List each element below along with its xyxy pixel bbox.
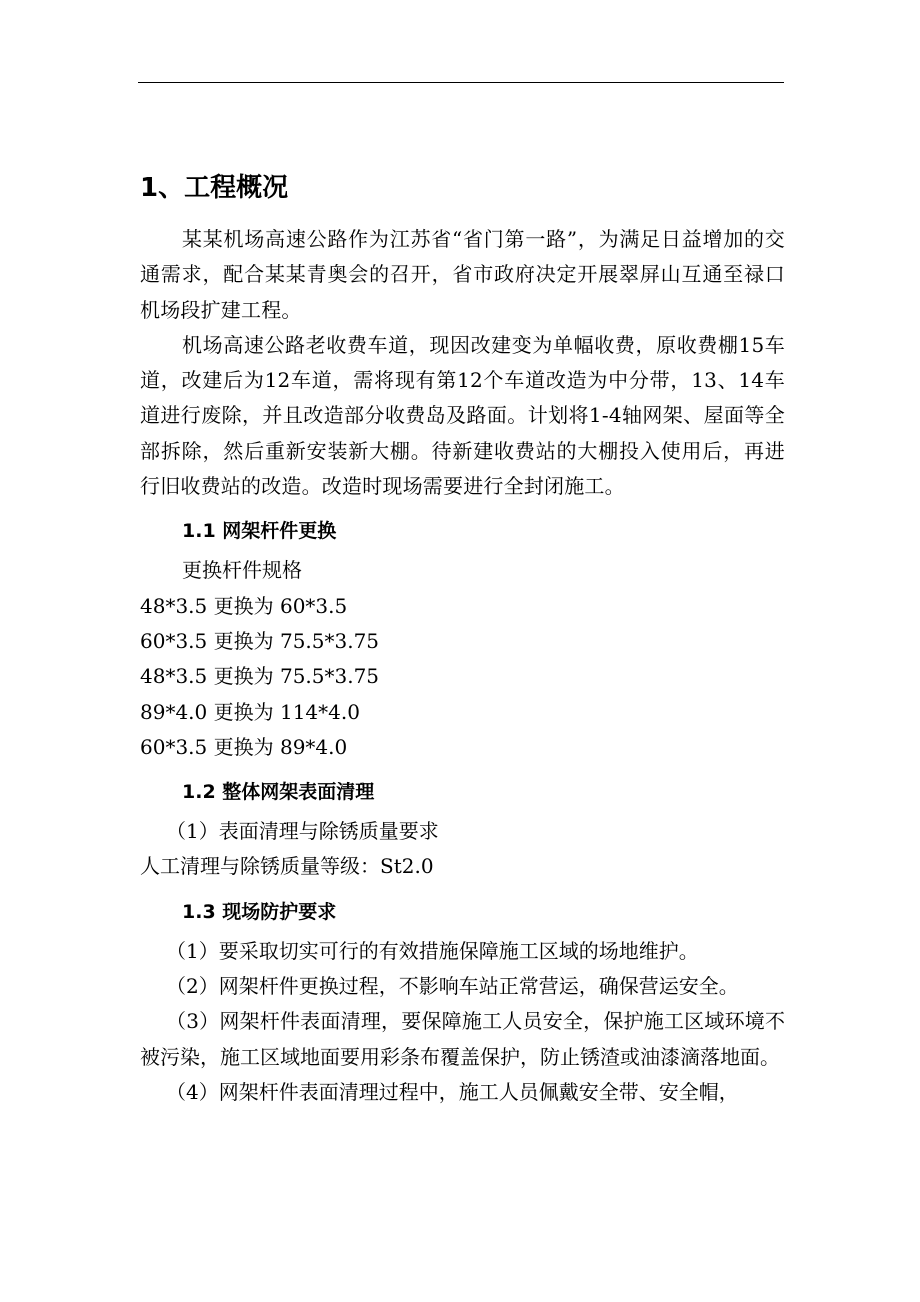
section-1-paragraph-1: 某某机场高速公路作为江苏省“省门第一路”，为满足日益增加的交通需求，配合某某青奥会的召开，省市政府决定开展翠屏山互通至禄口机场段扩建工程。 [140, 227, 785, 322]
protection-item: （1）要采取切实可行的有效措施保障施工区域的场地维护。 [166, 938, 699, 963]
spec-heading: 更换杆件规格 [182, 558, 302, 583]
section-1-3-title: 1.3 现场防护要求 [182, 900, 337, 923]
cleaning-grade: 人工清理与除锈质量等级：St2.0 [140, 854, 434, 879]
header-rule [138, 82, 784, 83]
section-1-paragraph-2: 机场高速公路老收费车道，现因改建变为单幅收费，原收费棚15车道，改建后为12车道，需将现有第12个车道改造为中分带，13、14车道进行废除，并且改造部分收费岛及路面。计划将1-4轴网架、屋面等全部拆除，然后重新安装新大棚。待新建收费站的大棚投入使用后，再进行旧收费站的改造。改造时现场需要进行全封闭施工。 [140, 332, 785, 499]
protection-item: （4）网架杆件表面清理过程中，施工人员佩戴安全带、安全帽， [166, 1079, 739, 1104]
protection-item: （3）网架杆件表面清理，要保障施工人员安全，保护施工区域环境不被污染，施工区域地面要用彩条布覆盖保护，防止锈渣或油漆滴落地面。 [140, 1009, 785, 1069]
section-1-1-title: 1.1 网架杆件更换 [182, 520, 337, 543]
document-body [140, 168, 785, 1110]
section-1-title: 1、工程概况 [140, 173, 289, 203]
section-1-2-title: 1.2 整体网架表面清理 [182, 781, 375, 804]
spec-item: 60*3.5 更换为 89*4.0 [140, 734, 348, 759]
cleaning-requirement-item: （1）表面清理与除锈质量要求 [166, 819, 439, 844]
spec-item: 48*3.5 更换为 60*3.5 [140, 593, 348, 618]
spec-item: 89*4.0 更换为 114*4.0 [140, 699, 360, 724]
protection-item: （2）网架杆件更换过程，不影响车站正常营运，确保营运安全。 [166, 974, 739, 999]
spec-item: 60*3.5 更换为 75.5*3.75 [140, 628, 380, 653]
spec-item: 48*3.5 更换为 75.5*3.75 [140, 664, 380, 689]
